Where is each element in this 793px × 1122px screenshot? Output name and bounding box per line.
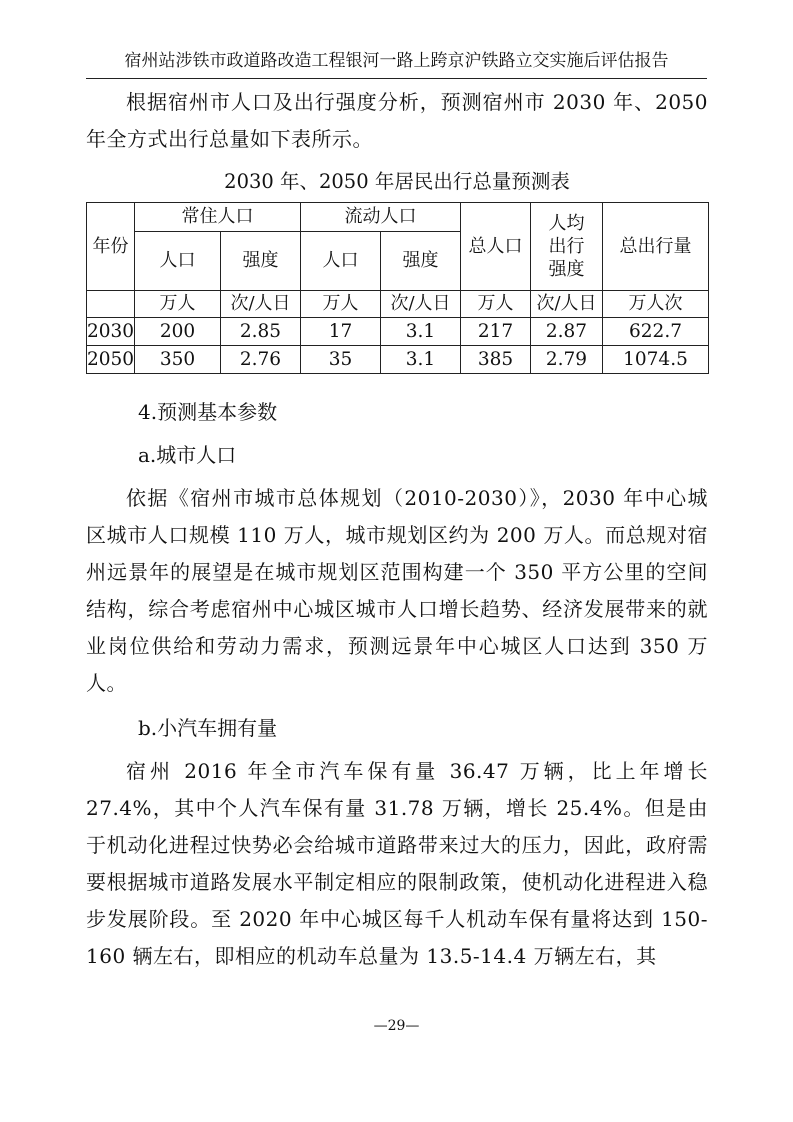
cell-res-pop: 350	[135, 346, 221, 374]
header-resident-pop: 人口	[135, 232, 221, 291]
cell-total-trips: 1074.5	[603, 346, 709, 374]
unit-res-pop: 万人	[135, 291, 221, 318]
unit-flo-int: 次/人日	[381, 291, 461, 318]
running-header: 宿州站涉铁市政道路改造工程银河一路上跨京沪铁路立交实施后评估报告	[86, 44, 707, 79]
cell-res-int: 2.76	[221, 346, 301, 374]
page-number: —29—	[373, 1018, 420, 1034]
table-unit-row	[87, 291, 709, 318]
header-total-population: 总人口	[461, 203, 531, 291]
header-floating-intensity: 强度	[381, 232, 461, 291]
cell-total-trips: 622.7	[603, 318, 709, 346]
subsection-heading-b: b.小汽车拥有量	[138, 716, 278, 740]
header-resident-intensity: 强度	[221, 232, 301, 291]
cell-year: 2030	[87, 318, 135, 346]
unit-flo-pop: 万人	[301, 291, 381, 318]
cell-total-pop: 217	[461, 318, 531, 346]
cell-year: 2050	[87, 346, 135, 374]
header-avg-intensity-text: 人均出行强度	[548, 213, 585, 280]
header-avg-intensity	[531, 203, 603, 291]
header-floating-population: 流动人口	[301, 203, 461, 232]
cell-res-pop: 200	[135, 318, 221, 346]
page-content	[86, 84, 708, 975]
table-row	[87, 346, 709, 374]
header-floating-pop: 人口	[301, 232, 381, 291]
trip-forecast-table	[86, 202, 709, 374]
unit-year	[87, 291, 135, 318]
cell-flo-int: 3.1	[381, 318, 461, 346]
section-heading: 4.预测基本参数	[138, 400, 278, 424]
unit-total-pop: 万人	[461, 291, 531, 318]
cell-flo-int: 3.1	[381, 346, 461, 374]
header-resident-population: 常住人口	[135, 203, 301, 232]
unit-total-trips: 万人次	[603, 291, 709, 318]
cell-total-pop: 385	[461, 346, 531, 374]
intro-paragraph: 根据宿州市人口及出行强度分析，预测宿州市 2030 年、2050 年全方式出行总量如下表所示。	[86, 90, 708, 151]
paragraph-population: 依据《宿州市城市总体规划（2010-2030）》，2030 年中心城区城市人口规模 110 万人，城市规划区约为 200 万人。而总规对宿州远景年的展望是在城市规划区范围构建一个 350 平方公里的空间结构，综合考虑宿州中心城区城市人口增长趋势、经济发展带来的就业岗位供给和劳动力需求，预测远景年中心城区人口达到 350 万人。	[86, 486, 708, 695]
unit-res-int: 次/人日	[221, 291, 301, 318]
header-year: 年份	[87, 203, 135, 291]
cell-res-int: 2.85	[221, 318, 301, 346]
table-header-row-1	[87, 203, 709, 232]
table-title: 2030 年、2050 年居民出行总量预测表	[224, 170, 570, 193]
table-row	[87, 318, 709, 346]
cell-flo-pop: 35	[301, 346, 381, 374]
cell-avg-int: 2.79	[531, 346, 603, 374]
cell-avg-int: 2.87	[531, 318, 603, 346]
header-total-trips: 总出行量	[603, 203, 709, 291]
paragraph-car-ownership: 宿州 2016 年全市汽车保有量 36.47 万辆，比上年增长 27.4%，其中个人汽车保有量 31.78 万辆，增长 25.4%。但是由于机动化进程过快势必会给城市道路带来过大的压力，因此，政府需要根据城市道路发展水平制定相应的限制政策，使机动化进程进入稳步发展阶段。至 2020 年中心城区每千人机动车保有量将达到 150-160 辆左右，即相应的机动车总量为 13.5-14.4 万辆左右，其	[86, 759, 708, 968]
subsection-heading-a: a.城市人口	[138, 443, 237, 467]
cell-flo-pop: 17	[301, 318, 381, 346]
unit-avg-int: 次/人日	[531, 291, 603, 318]
